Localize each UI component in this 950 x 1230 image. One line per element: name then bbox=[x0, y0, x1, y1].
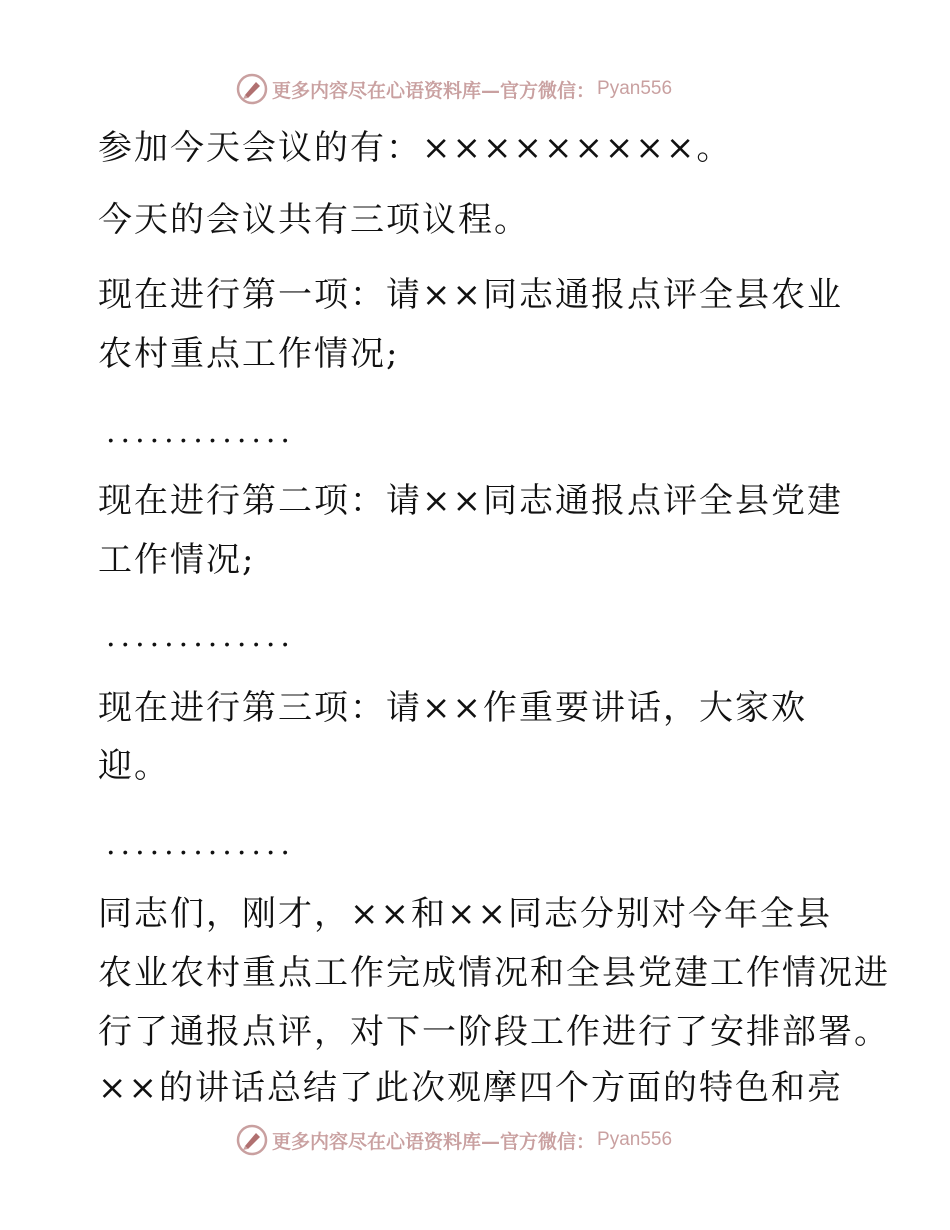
attendees-line: 参加今天会议的有：×××××××××。 bbox=[98, 128, 733, 168]
watermark-header bbox=[236, 72, 672, 106]
agenda-item-1-line-2: 农村重点工作情况; bbox=[98, 334, 400, 374]
agenda-item-2-line-2: 工作情况; bbox=[98, 540, 256, 580]
ellipsis-separator-2: ............. bbox=[106, 619, 295, 654]
watermark-wechat-id: Pyan556 bbox=[597, 1129, 673, 1150]
ellipsis-separator-1: ............. bbox=[106, 415, 295, 450]
summary-paragraph-line-3: 行了通报点评，对下一阶段工作进行了安排部署。 bbox=[98, 1012, 890, 1052]
agenda-item-3-line-1: 现在进行第三项：请××作重要讲话，大家欢 bbox=[98, 688, 807, 728]
agenda-item-1-line-1: 现在进行第一项：请××同志通报点评全县农业 bbox=[98, 275, 843, 315]
watermark-wechat-id: Pyan556 bbox=[597, 78, 673, 99]
summary-paragraph-line-1: 同志们，刚才，××和××同志分别对今年全县 bbox=[98, 894, 832, 934]
ellipsis-separator-3: ............. bbox=[106, 827, 295, 862]
pen-nib-logo-icon bbox=[236, 73, 268, 105]
pen-nib-logo-icon bbox=[236, 1124, 268, 1156]
agenda-intro-line: 今天的会议共有三项议程。 bbox=[98, 200, 530, 240]
summary-paragraph-line-4: ××的讲话总结了此次观摩四个方面的特色和亮 bbox=[98, 1068, 843, 1108]
agenda-item-3-line-2: 迎。 bbox=[98, 746, 170, 786]
watermark-text: 更多内容尽在心语资料库—官方微信： bbox=[272, 1130, 596, 1153]
watermark-footer bbox=[236, 1123, 672, 1157]
summary-paragraph-line-2: 农业农村重点工作完成情况和全县党建工作情况进 bbox=[98, 953, 890, 993]
watermark-text: 更多内容尽在心语资料库—官方微信： bbox=[272, 79, 596, 102]
agenda-item-2-line-1: 现在进行第二项：请××同志通报点评全县党建 bbox=[98, 481, 843, 521]
